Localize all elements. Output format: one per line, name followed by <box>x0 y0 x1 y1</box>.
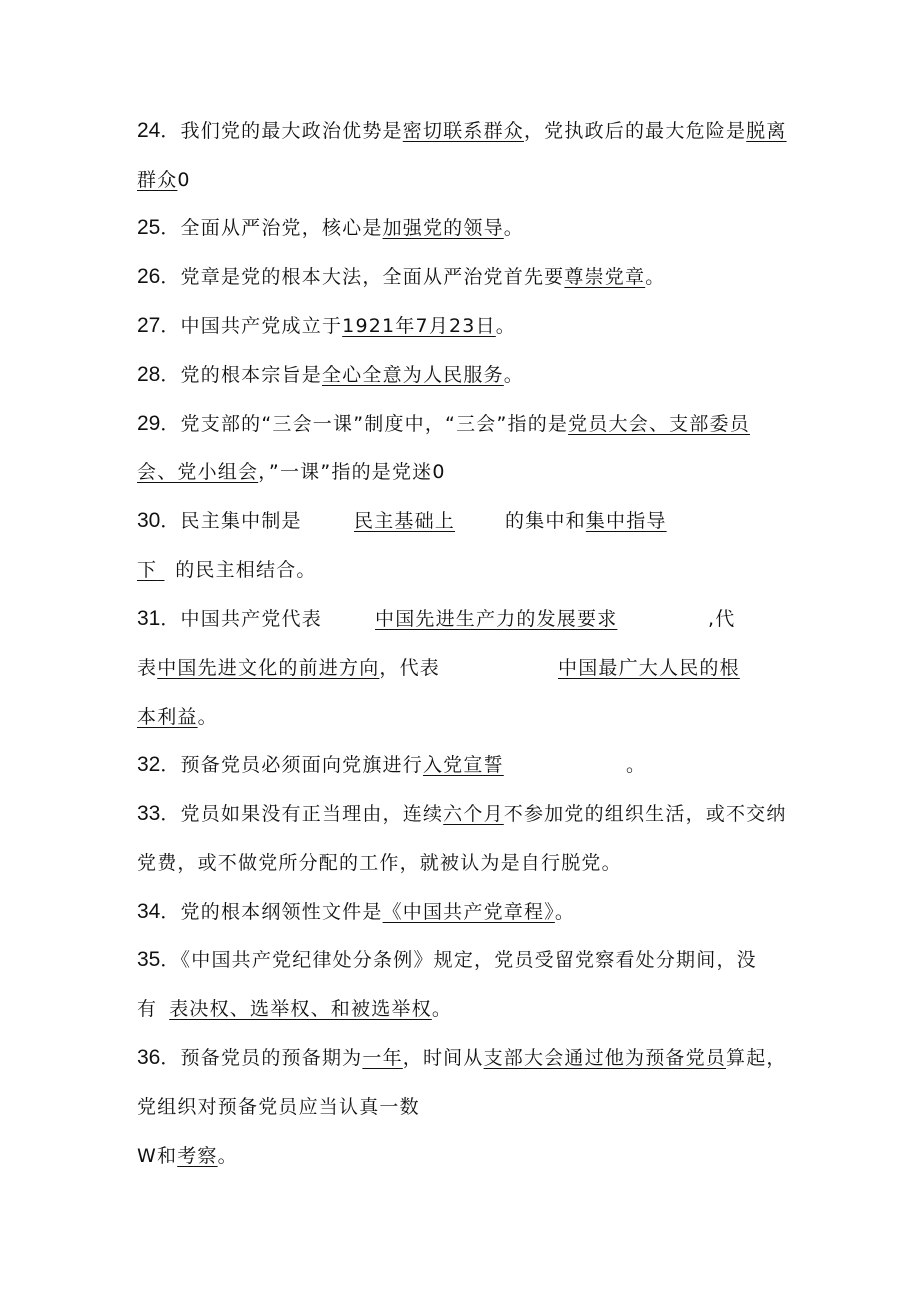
answer-blank: 支部大会通过他为预备党员 <box>483 1047 726 1069</box>
question-text: 党费，或不做党所分配的工作，就被认为是自行脱党。 <box>137 852 622 874</box>
question-text: 。 <box>503 364 524 386</box>
question-text: 的集中和集中指导 <box>505 510 667 532</box>
question-text: 。 <box>217 1145 238 1167</box>
question-text: ．预备党员的预备期为 <box>160 1047 363 1069</box>
answer-blank: 集中指导 <box>585 510 667 532</box>
answer-blank: 表决权、选举权、和被选举权 <box>169 998 432 1020</box>
question-text: 表 <box>137 657 158 679</box>
question-31-line-2 <box>137 655 757 681</box>
answer-blank: 本利益 <box>137 706 198 728</box>
question-number: 34 <box>137 900 161 923</box>
question-number: 31 <box>137 607 161 630</box>
question-33-line-2 <box>137 850 622 876</box>
question-35-line-1 <box>137 947 757 973</box>
question-text: 不参加党的组织生活，或不交纳 <box>503 803 787 825</box>
question-number: 27 <box>137 314 161 337</box>
question-36-line-2 <box>137 1094 420 1120</box>
question-text: 。 <box>554 901 576 923</box>
question-25-line <box>137 215 524 241</box>
question-31-line-1 <box>137 606 757 632</box>
question-35-line-2 <box>137 996 452 1022</box>
question-text: ．预备党员必须面向党旗进行 <box>160 754 423 776</box>
question-text: ．《中国共产党纪律处分条例》规定，党员受留党察看处分期间，没 <box>160 949 757 971</box>
question-text: ．党的根本纲领性文件是 <box>160 901 383 923</box>
answer-blank: 会、党小组会 <box>137 461 259 483</box>
question-28-line <box>137 362 524 388</box>
question-number: 32 <box>137 753 161 776</box>
question-text: 党组织对预备党员应当认真一数 <box>137 1096 420 1118</box>
question-text: ．民主集中制是 <box>160 510 302 532</box>
question-text: 。 <box>431 998 453 1020</box>
answer-blank: 六个月 <box>443 803 504 825</box>
question-number: 36 <box>137 1046 161 1069</box>
question-text: ,代 <box>708 608 736 630</box>
question-text: ，”一课”指的是党迷0 <box>258 461 446 483</box>
question-text: 的民主相结合。 <box>175 559 317 581</box>
answer-blank: 民主基础上 <box>354 510 456 532</box>
answer-blank: 群众 <box>137 169 178 191</box>
question-24-line-1 <box>137 118 787 144</box>
question-34-line <box>137 899 575 925</box>
answer-blank: 一年 <box>362 1047 403 1069</box>
answer-blank: 密切联系群众 <box>402 120 524 142</box>
question-text: 有 <box>137 998 158 1020</box>
answer-blank: 尊崇党章 <box>564 266 646 288</box>
question-26-line <box>137 264 665 290</box>
question-text: ，代表 <box>379 657 441 679</box>
answer-blank: 下 <box>137 559 158 581</box>
answer-blank: 全心全意为人民服务 <box>321 364 504 386</box>
question-text: ．党章是党的根本大法，全面从严治党首先要 <box>160 266 565 288</box>
question-text: 算起， <box>726 1047 787 1069</box>
question-number: 30 <box>137 509 161 532</box>
question-30-line-1 <box>137 508 697 534</box>
question-text: ．中国共产党代表 <box>160 608 322 630</box>
question-text: 。 <box>645 266 666 288</box>
question-number: 35 <box>137 948 161 971</box>
question-text: ．党支部的“三会一课”制度中，“三会”指的是 <box>160 413 569 435</box>
question-36-line-1 <box>137 1045 787 1071</box>
question-text: ．中国共产党成立于 <box>160 315 343 337</box>
answer-blank: 《中国共产党章程》 <box>382 901 555 923</box>
question-number: 33 <box>137 802 161 825</box>
question-text: ，党执政后的最大危险是 <box>523 120 747 142</box>
question-32-line <box>137 752 657 778</box>
answer-blank: 1921年7月23日 <box>342 315 496 337</box>
answer-blank: 考察 <box>177 1145 218 1167</box>
question-text: 。 <box>503 217 524 239</box>
question-number: 29 <box>137 412 161 435</box>
question-31-line-3 <box>137 704 218 730</box>
answer-blank: 中国先进文化的前进方向 <box>157 657 380 679</box>
question-text: W和 <box>137 1145 178 1167</box>
question-30-line-2 <box>137 557 317 583</box>
answer-blank: 加强党的领导 <box>382 217 504 239</box>
answer-blank: 中国最广大人民的根 <box>558 657 740 679</box>
question-text: 0 <box>177 169 191 191</box>
question-number: 25 <box>137 216 161 239</box>
question-text: ．我们党的最大政治优势是 <box>160 120 403 142</box>
question-number: 26 <box>137 265 161 288</box>
question-27-line <box>137 313 516 339</box>
answer-blank: 入党宣誓 <box>422 754 504 776</box>
question-text: ．全面从严治党，核心是 <box>160 217 383 239</box>
question-33-line-1 <box>137 801 787 827</box>
question-number: 28 <box>137 363 161 386</box>
answer-blank: 脱离 <box>746 120 787 142</box>
question-text: ．党员如果没有正当理由，连续 <box>160 803 444 825</box>
question-24-line-2 <box>137 167 191 193</box>
question-29-line-1 <box>137 411 750 437</box>
question-text: 。 <box>197 706 218 728</box>
question-text: 。 <box>626 754 647 776</box>
question-29-line-2 <box>137 459 446 485</box>
question-text: ，时间从 <box>402 1047 484 1069</box>
question-36-line-3 <box>137 1143 238 1169</box>
question-text: 。 <box>495 315 516 337</box>
answer-blank: 中国先进生产力的发展要求 <box>375 608 618 630</box>
question-text: ．党的根本宗旨是 <box>160 364 322 386</box>
question-number: 24 <box>137 119 161 142</box>
answer-blank: 党员大会、支部委员 <box>568 413 750 435</box>
